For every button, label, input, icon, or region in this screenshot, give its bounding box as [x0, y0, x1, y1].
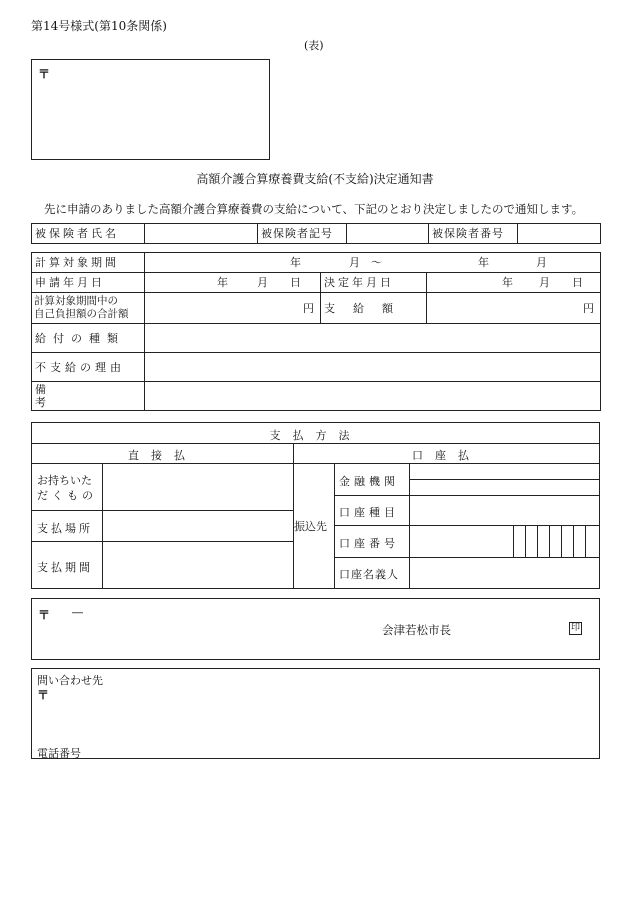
direct-pay-label: 直接払: [128, 449, 197, 462]
insured-number-field[interactable]: [518, 224, 601, 244]
insured-name-field[interactable]: [145, 224, 258, 244]
insured-symbol-label: 被保険者記号: [258, 224, 347, 244]
sender-postal-mark: 〒: [38, 608, 51, 622]
benefit-type-field[interactable]: [145, 324, 601, 353]
mayor-label: 会津若松市長: [382, 623, 451, 637]
details-table: [31, 252, 601, 411]
transfer-destination-label: 振込先: [294, 520, 327, 533]
document-title: 高額介護合算療養費支給(不支給)決定通知書: [196, 172, 434, 186]
insured-name-label: 被保険者氏名: [32, 224, 145, 244]
side-label: (表): [304, 39, 324, 52]
nonpay-reason-label: 不支給の理由: [32, 353, 145, 382]
form-number: 第14号様式(第10条関係): [31, 19, 167, 33]
account-pay-label: 口座払: [412, 449, 481, 462]
contact-title: 問い合わせ先: [37, 674, 103, 687]
selfpay-label: 計算対象期間中の 自己負担額の合計額: [32, 293, 145, 324]
sender-box: [31, 598, 600, 660]
apply-date-field[interactable]: 年 月 日: [145, 273, 321, 293]
insured-table: [31, 223, 601, 244]
account-type-label: 口座種目: [339, 506, 399, 519]
nonpay-reason-field[interactable]: [145, 353, 601, 382]
insured-symbol-field[interactable]: [347, 224, 429, 244]
payment-amount-field[interactable]: 円: [427, 293, 601, 324]
benefit-type-label: 給付の種類: [32, 324, 145, 353]
contact-box: [31, 668, 600, 759]
remarks-label: 備考: [32, 382, 145, 411]
items-to-bring-label: お持ちいた だくもの: [37, 474, 97, 502]
decision-date-label: 決定年月日: [321, 273, 427, 293]
account-holder-label: 口座名義人: [339, 568, 399, 581]
phone-label: 電話番号: [37, 747, 81, 760]
payment-method-section: [31, 422, 600, 589]
sender-postal-dash: ―: [72, 606, 83, 619]
account-number-label: 口座番号: [339, 537, 399, 550]
selfpay-field[interactable]: 円: [145, 293, 321, 324]
payment-place-label: 支払場所: [37, 522, 93, 535]
payment-amount-label: 支給額: [321, 293, 427, 324]
insured-number-label: 被保険者番号: [429, 224, 518, 244]
apply-date-label: 申請年月日: [32, 273, 145, 293]
postal-mark: 〒: [38, 67, 51, 81]
period-label: 計算対象期間: [32, 253, 145, 273]
payment-method-title: 支払方法: [269, 429, 362, 442]
intro-text: 先に申請のありました高額介護合算療養費の支給について、下記のとおり決定しましたので通知します。: [44, 202, 584, 216]
payment-period-label: 支払期間: [37, 561, 93, 574]
period-field[interactable]: 年 月 〜 年 月: [145, 253, 601, 273]
decision-date-field[interactable]: 年 月 日: [427, 273, 601, 293]
contact-postal-mark: 〒: [37, 688, 50, 702]
seal-mark: 印: [571, 623, 581, 633]
remarks-field[interactable]: [145, 382, 601, 411]
address-box: [31, 59, 270, 160]
bank-label: 金融機関: [339, 475, 399, 488]
